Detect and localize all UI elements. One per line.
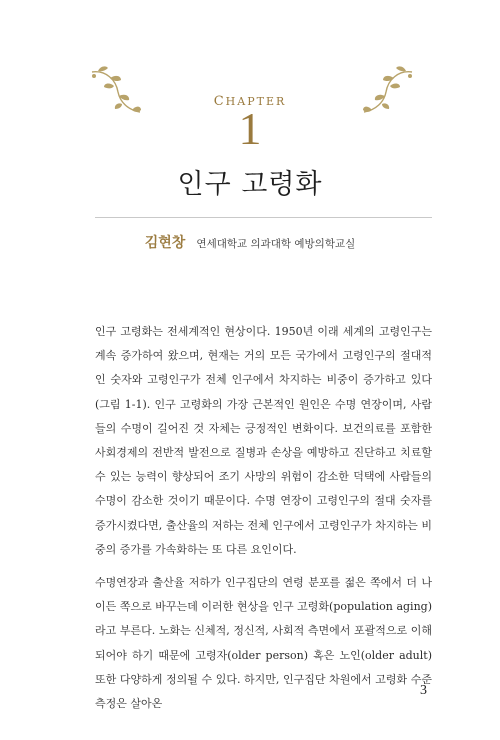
byline: [0, 232, 500, 252]
page-number: 3: [420, 683, 427, 698]
author-affiliation: 연세대학교 의과대학 예방의학교실: [196, 238, 356, 250]
chapter-title: 인구 고령화: [177, 169, 323, 200]
chapter-number: 1: [238, 103, 262, 154]
chapter-label-initial: C: [213, 94, 226, 109]
body-text: [95, 320, 432, 716]
author-name: 김현창: [144, 235, 186, 251]
paragraph: 인구 고령화는 전세계적인 현상이다. 1950년 이래 세계의 고령인구는 계속 증가하여 왔으며, 현재는 거의 모든 국가에서 고령인구의 절대적인 숫자와 고령인구가 전체 인구에서 차지하는 비중이 증가하고 있다(그림 1-1). 인구 고령화의 가장 근본적인 원인은 수명 연장이며, 사람들의 수명이 길어진 것 자체는 긍정적인 변화이다. 보건의료를 포함한 사회경제의 전반적 발전으로 질병과 손상을 예방하고 진단하고 치료할 수 있는 능력이 향상되어 조기 사망의 위험이 감소한 덕택에 사람들의 수명이 감소한 것이기 때문이다. 수명 연장이 고령인구의 절대 숫자를 증가시켰다면, 출산율의 저하는 전체 인구에서 고령인구가 차지하는 비중의 증가를 가속화하는 또 다른 요인이다.: [95, 325, 432, 556]
paragraph: 수명연장과 출산율 저하가 인구집단의 연령 분포를 젊은 쪽에서 더 나이든 쪽으로 바꾸는데 이러한 현상을 인구 고령화(population aging)라고 부른다. 노화는 신체적, 정신적, 사회적 측면에서 포괄적으로 이해되어야 하기 때문에 고령자(older person) 혹은 노인(older adult) 또한 다양하게 정의될 수 있다. 하지만, 인구집단 차원에서 고령화 수준 측정은 살아온: [95, 576, 432, 711]
chapter-label-rest: HAPTER: [225, 95, 287, 108]
title-divider: [95, 217, 432, 218]
